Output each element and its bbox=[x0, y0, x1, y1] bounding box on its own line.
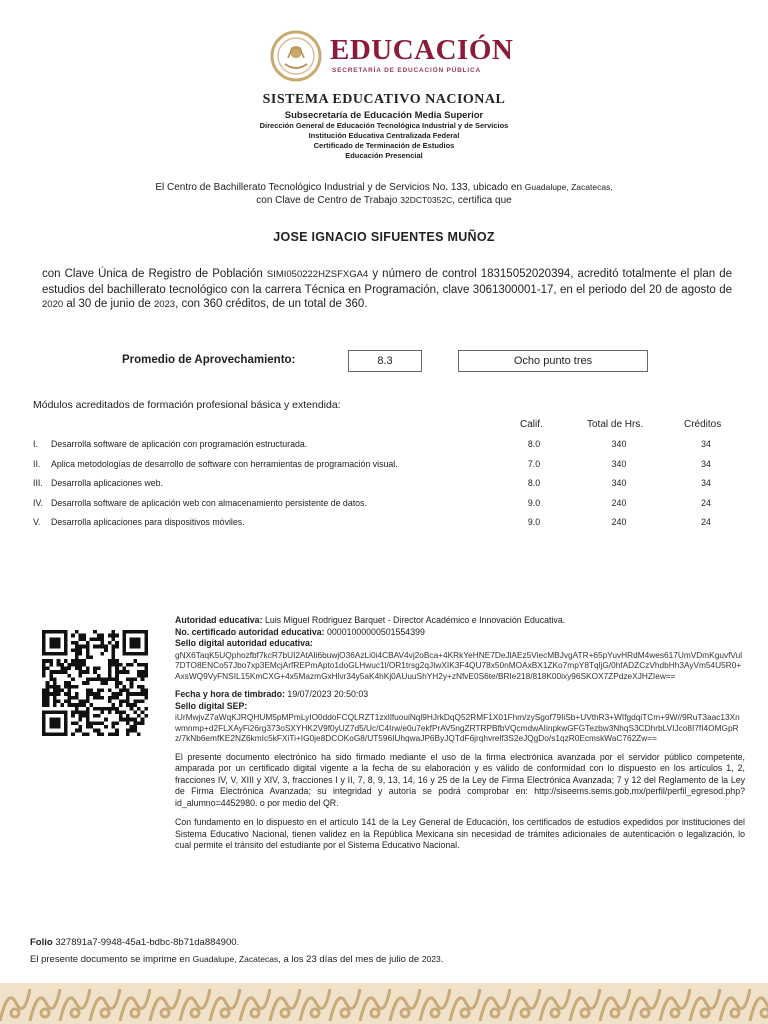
printed-statement: El presente documento se imprime en Guadalupe, Zacatecas, a los 23 días del mes de julio de 2023. bbox=[30, 954, 444, 965]
curp: SIMI050222HZSFXGA4 bbox=[266, 269, 369, 280]
school-location: Guadalupe, Zacatecas, bbox=[524, 182, 613, 192]
col-header-total-hrs: Total de Hrs. bbox=[587, 419, 644, 430]
sep-seal-logo bbox=[270, 30, 322, 82]
sello-sep-hash: iUrMwjvZ7aWqKJRQHUM5pMPmLyIO0ddoFCQLRZT1zxIlfuouiNql9HJrkDqQ52RMF1X01Fhm/zySgof79IiSb+UVthR3+WIfgdqiTCm+9W//9RuT3aac13Xnwmnmp+d2FLXAyFi26rg373oSXYHK2V9f0yUZ7d5/Uc/C4Irw/e0u7ekfPrAV5ngZRTRPBfbVQcmdwAIinpkwGFGTezbw3NhqS3CDhrbLVIJco8I7fI4OMGpRz/7kNb6emfKE2NZ6kmIc5kFXiTi+IG0je8DCOKoG8/UT596IUhqwaJP6ByJQTdF6jrqhvrelf3S2eJQgDo/s1qzR0EcmskWaC762Zw== bbox=[175, 712, 740, 743]
legal-paragraph-signature: El presente documento electrónico ha sido firmado mediante el uso de la firma electrónica avanzada por el servidor público competente, amparada por un certificado digital vigente a la fecha de su elaboración y es válido de conformidad con lo dispuesto en los artículos 1, 2, fracciones IV, V, XIII y XIV, 3, fracciones I y II, 7, 8, 9, 13, 14, 16 y 25 de la Ley de Firma Electrónica Avanzada; 7 y 12 del Reglamento de la Ley de Firma Electrónica Avanzada; su integridad y autoría se podrá comprobar en: http://siseems.sems.gob.mx/perfil/perfil_egresod.php?id_alumno=4452980. o por medio del QR. bbox=[175, 751, 745, 808]
system-title: SISTEMA EDUCATIVO NACIONAL bbox=[262, 92, 506, 107]
brand-subtitle: SECRETARÍA DE EDUCACIÓN PÚBLICA bbox=[332, 67, 482, 74]
sello-autoridad-hash: gNX6TaqK5UQphozfbf7kcR7bUI2AtAIi6buwjO36AzLi0i4CBAV4vj2oBca+4KRkYeHNE7DeJlAEz5ViecMBJvgATR+65pYuvHRdM4wes617UmVDmKguvfVul7DTO8ENCo57Jbo7xp3EMcjArfREPmApto1doGLHwuc1l/OR1trsg2qJIwXIK3F4QU78x50nMOAxBX1ZKo7mpY8TqljG/0hfADZCzVhdbHh3AyVm54U5R0+AxsWQ9VyFNSIL15KmCXG+4x5MazmGxHlvr34y5aK4hKj0AUuuShYH2y+zNfvE0S6te/BRIe218/818K00ixy96SKOX7ZPdzeXJHZIew== bbox=[175, 649, 743, 681]
module-row: V. Desarrolla aplicaciones para dispositivos móviles. 9.0 240 24 bbox=[33, 517, 711, 527]
education-mode: Educación Presencial bbox=[345, 151, 423, 160]
direccion-general: Dirección General de Educación Tecnológica Industrial y de Servicios bbox=[259, 121, 509, 130]
module-row: IV. Desarrolla software de aplicación web con almacenamiento persistente de datos. 9.0 240 24 bbox=[33, 498, 711, 508]
verification-qr-code[interactable] bbox=[36, 630, 154, 736]
certification-paragraph: con Clave Única de Registro de Población SIMI050222HZSFXGA4 y número de control 18315052020394, acreditó totalmente el plan de estudios del bachillerato tecnológico con la carrera Técnica en Programación, clave 3061300001-17, en el periodo del 20 de agosto de 2020 al 30 de junio de 2023, con 360 créditos, de un total de 360. bbox=[42, 268, 732, 310]
work-center-key: 32DCT0352C bbox=[400, 195, 453, 205]
col-header-creditos: Créditos bbox=[684, 419, 722, 430]
subsecretaria: Subsecretaría de Educación Media Superior bbox=[284, 110, 484, 121]
average-label: Promedio de Aprovechamiento: bbox=[122, 354, 296, 366]
student-name: JOSE IGNACIO SIFUENTES MUÑOZ bbox=[273, 230, 495, 244]
legal-paragraph-validity: Con fundamento en lo dispuesto en el artículo 141 de la Ley General de Educación, los certificados de estudios expedidos por instituciones del Sistema Educativo Nacional, tienen validez en la República Mexicana sin necesidad de trámites adicionales de autenticación o legalización, lo cual permite el tránsito del estudiante por el Sistema Educativo Nacional. bbox=[175, 817, 745, 850]
signature-block bbox=[175, 615, 745, 852]
folio-line: Folio 327891a7-9948-45a1-bdbc-8b71da884900. bbox=[30, 937, 240, 948]
col-header-calif: Calif. bbox=[520, 419, 543, 430]
intro-statement: El Centro de Bachillerato Tecnológico Industrial y de Servicios No. 133, ubicado en Guadalupe, Zacatecas, con Clave de Centro de Trabajo 32DCT0352C, certifica que bbox=[155, 182, 613, 206]
sello-sep-label: Sello digital SEP: bbox=[175, 700, 248, 711]
certificate-type: Certificado de Terminación de Estudios bbox=[313, 141, 455, 150]
average-value-box: 8.3 bbox=[348, 350, 422, 372]
cert-number-line: No. certificado autoridad educativa: 00001000000501554399 bbox=[175, 626, 425, 637]
brand-title: EDUCACIÓN bbox=[330, 34, 514, 66]
average-words-box: Ocho punto tres bbox=[458, 350, 648, 372]
modules-title: Módulos acreditados de formación profesional básica y extendida: bbox=[33, 399, 341, 411]
module-row: II. Aplica metodologías de desarrollo de software con herramientas de programación visual. 7.0 340 34 bbox=[33, 459, 711, 469]
timestamp-line: Fecha y hora de timbrado: 19/07/2023 20:50:03 bbox=[175, 689, 369, 699]
module-row: III. Desarrolla aplicaciones web. 8.0 340 34 bbox=[33, 478, 711, 488]
decorative-footer-band bbox=[0, 983, 768, 1024]
sello-autoridad-label: Sello digital autoridad educativa: bbox=[175, 638, 313, 648]
module-row: I. Desarrolla software de aplicación con programación estructurada. 8.0 340 34 bbox=[33, 439, 711, 449]
institucion: Institución Educativa Centralizada Federal bbox=[308, 131, 460, 140]
autoridad-line: Autoridad educativa: Luis Miguel Rodriguez Barquet - Director Académico e Innovación Educativa. bbox=[175, 615, 566, 625]
